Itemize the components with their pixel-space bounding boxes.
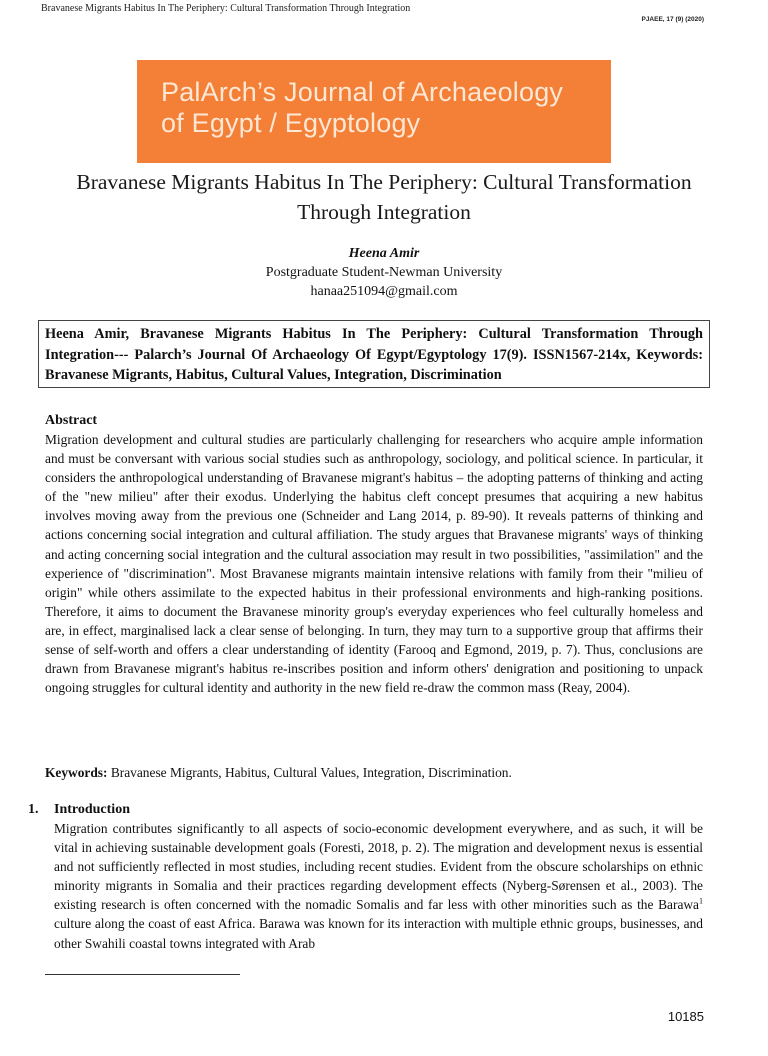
keywords-label: Keywords: <box>45 765 108 780</box>
introduction-heading <box>28 800 703 819</box>
keywords-text: Bravanese Migrants, Habitus, Cultural Values, Integration, Discrimination. <box>107 765 512 780</box>
abstract-section <box>45 411 703 697</box>
author-email: hanaa251094@gmail.com <box>310 284 458 299</box>
banner-line-2: of Egypt / Egyptology <box>161 108 421 138</box>
journal-reference: PJAEE, 17 (9) (2020) <box>641 16 704 23</box>
abstract-heading: Abstract <box>45 413 98 428</box>
intro-text-part-1: Migration contributes significantly to all aspects of socio-economic development everywhere, and as such, it will be vital in achieving sustainable development goals (Foresti, 2018, p. 2). The migration and development nexus is essential and not sufficiently reflected in most studies, including recent studies. Evident from the obscure scholarships on ethnic minority migrants in Somalia and their practices regarding development effects (Nyberg-Sørensen et al., 2003). The existing research is often concerned with the nomadic Somalis and far less with other minorities such as the Barawa <box>54 821 703 913</box>
abstract-text: Migration development and cultural studies are particularly challenging for researchers who acquire ample information and must be conversant with various social studies such as anthropology, sociology, and political science. In particular, it considers the anthropological understanding of Bravanese migrant's habitus – the adopting patterns of thinking and acting of the "new milieu" after their exodus. Underlying the habitus cleft concept presumes that acquiring a new habitus involves moving away from the previous one (Schneider and Lang 2014, p. 89-90). It reveals patterns of thinking and actions concerning social integration and cultural affiliation. The study argues that Bravanese migrants' ways of thinking and acting concerning social integration and the cultural association may result in two possibilities, "assimilation" and the experience of "discrimination". Most Bravanese migrants maintain intensive relations with family from their "milieu of origin" while others assimilate to the expected habitus in their professional environments and high-ranking positions. Therefore, it aims to document the Bravanese minority group's everyday experiences who feel culturally homeless and are, in effect, marginalised lack a clear sense of belonging. In turn, they may turn to a supportive group that affirms their sense of self-worth and offers a clear understanding of identity (Farooq and Egmond, 2019, p. 7). Thus, conclusions are drawn from Bravanese migrant's habitus re-inscribes position and inform others' denigration and positioning to unpack ongoing struggles for cultural identity and authority in the new field re-draw the common mass (Reay, 2004). <box>45 432 703 696</box>
author-block <box>40 244 728 301</box>
introduction-text <box>54 819 703 953</box>
title-line-1: Bravanese Migrants Habitus In The Periphery: Cultural Transformation <box>76 170 692 194</box>
footnote-marker: 1 <box>699 896 703 906</box>
keywords-line <box>45 763 703 782</box>
journal-banner-logo <box>137 60 611 163</box>
running-head: Bravanese Migrants Habitus In The Periphery: Cultural Transformation Through Integration <box>41 3 411 14</box>
citation-box: Heena Amir, Bravanese Migrants Habitus In The Periphery: Cultural Transformation Through Integration--- Palarch’s Journal Of Archaeology Of Egypt/Egyptology 17(9). ISSN1567-214x, Keywords: Bravanese Migrants, Habitus, Cultural Values, Integration, Discrimination <box>38 320 710 388</box>
banner-line-1: PalArch’s Journal of Archaeology <box>161 77 564 107</box>
section-number: 1. <box>28 802 39 817</box>
footnote-divider <box>45 974 240 975</box>
paper-title <box>40 167 728 227</box>
title-line-2: Through Integration <box>297 200 471 224</box>
page-number: 10185 <box>667 1009 704 1024</box>
author-affiliation: Postgraduate Student-Newman University <box>265 265 503 280</box>
introduction-section <box>28 800 703 953</box>
intro-text-part-2: culture along the coast of east Africa. Barawa was known for its interaction with multiple ethnic groups, businesses, and other Swahili coastal towns integrated with Arab <box>54 916 703 951</box>
section-title: Introduction <box>54 802 130 817</box>
author-name: Heena Amir <box>348 246 420 261</box>
